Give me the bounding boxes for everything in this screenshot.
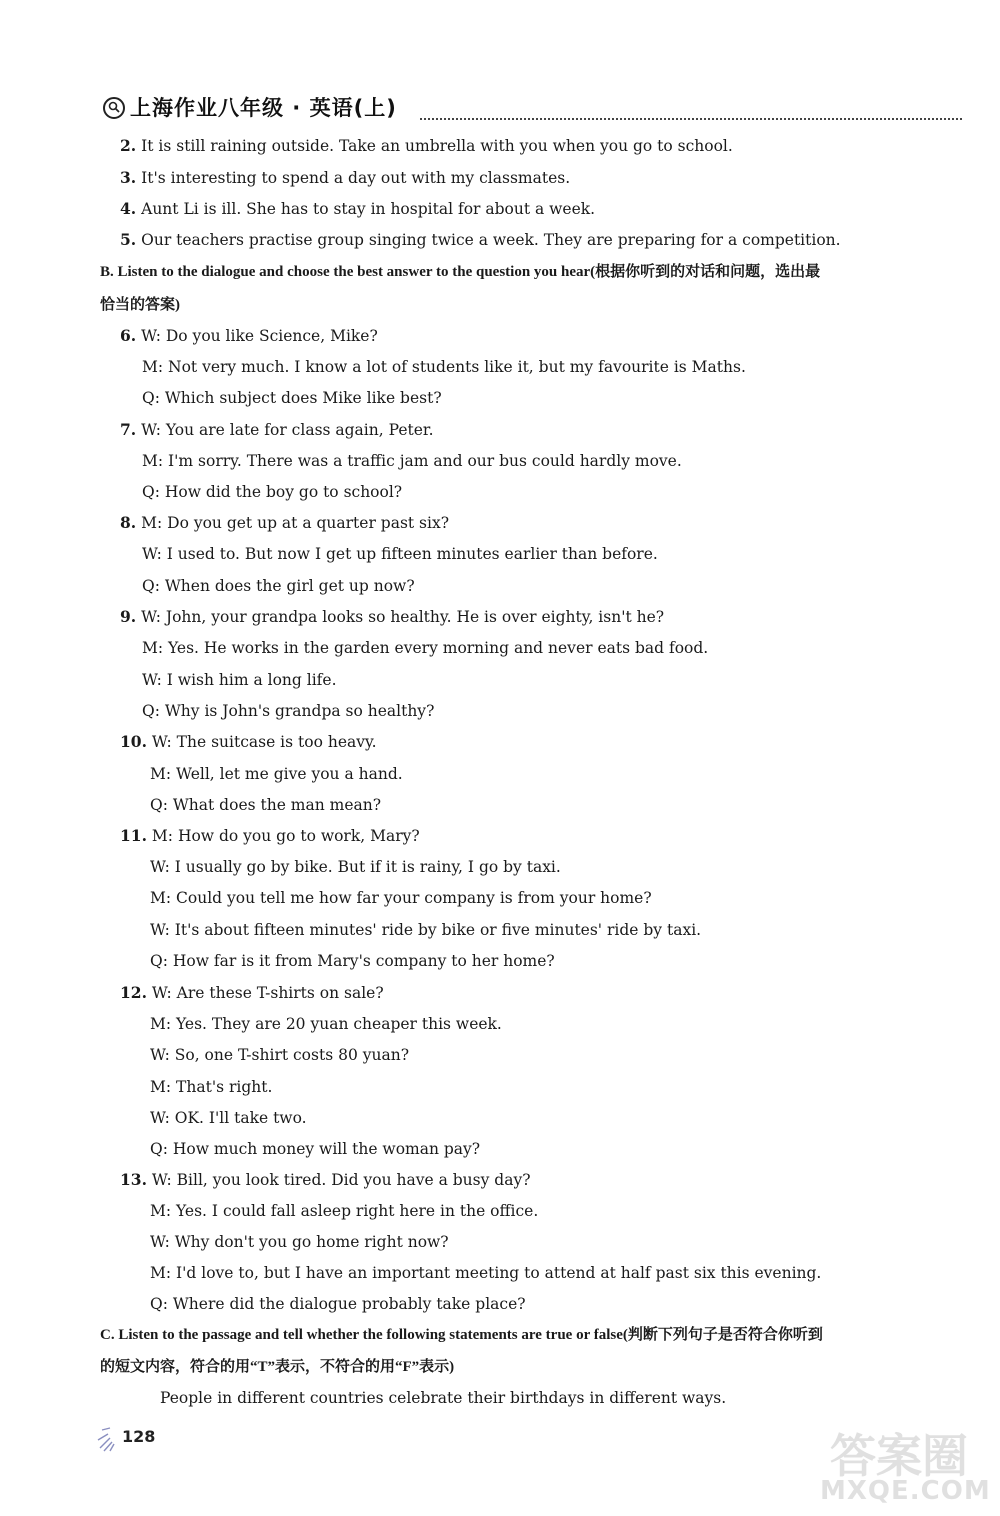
dialogue-question: Q: How did the boy go to school? [142,483,403,501]
dialogue-question: Q: How much money will the woman pay? [150,1140,481,1158]
dialogue-line: M: Yes. He works in the garden every morning and never eats bad food. [142,639,709,657]
dialogue-line: 10. W: The suitcase is too heavy. [120,732,377,751]
list-item: 3. It's interesting to spend a day out with my classmates. [120,168,571,187]
dialogue-line: W: OK. I'll take two. [150,1109,307,1127]
page-header [100,92,962,124]
dialogue-line: M: Could you tell me how far your company is from your home? [150,889,652,907]
dialogue-line: 12. W: Are these T-shirts on sale? [120,983,384,1002]
list-item: 4. Aunt Li is ill. She has to stay in hospital for about a week. [120,199,596,218]
watermark-url: MXQE.COM [820,1476,991,1506]
dialogue-line: 7. W: You are late for class again, Peter. [120,420,434,439]
page-number: 128 [122,1427,156,1446]
list-item: 5. Our teachers practise group singing twice a week. They are preparing for a competition. [120,230,841,249]
dialogue-line: W: So, one T-shirt costs 80 yuan? [150,1046,410,1064]
dialogue-question: Q: Why is John's grandpa so healthy? [142,702,435,720]
dialogue-line: W: Why don't you go home right now? [150,1233,449,1251]
section-c-heading-line1: C. Listen to the passage and tell whether the following statements are true or false(判断下列句子是否符合你听到 [100,1327,823,1343]
dialogue-line: M: That's right. [150,1078,273,1096]
dialogue-line: 8. M: Do you get up at a quarter past six? [120,513,450,532]
section-c-heading-line2: 的短文内容，符合的用“T”表示，不符合的用“F”表示) [100,1359,455,1375]
list-item: 2. It is still raining outside. Take an umbrella with you when you go to school. [120,136,733,155]
dialogue-line: W: It's about fifteen minutes' ride by bike or five minutes' ride by taxi. [150,921,702,939]
dialogue-line: W: I used to. But now I get up fifteen minutes earlier than before. [142,545,658,563]
dialogue-question: Q: How far is it from Mary's company to her home? [150,952,555,970]
dialogue-question: Q: Where did the dialogue probably take place? [150,1295,526,1313]
watermark-logo [800,1420,990,1506]
dialogue-line: M: I'm sorry. There was a traffic jam and our bus could hardly move. [142,452,682,470]
section-b-heading-line2: 恰当的答案) [100,297,180,313]
dialogue-line: M: Yes. They are 20 yuan cheaper this week. [150,1015,502,1033]
dialogue-line: M: I'd love to, but I have an important meeting to attend at half past six this evening. [150,1264,822,1282]
dialogue-question: Q: What does the man mean? [150,796,382,814]
dialogue-line: W: I wish him a long life. [142,671,337,689]
dialogue-line: M: Yes. I could fall asleep right here in the office. [150,1202,539,1220]
dialogue-line: 6. W: Do you like Science, Mike? [120,326,378,345]
dialogue-line: W: I usually go by bike. But if it is rainy, I go by taxi. [150,858,561,876]
dialogue-line: 11. M: How do you go to work, Mary? [120,826,420,845]
dialogue-line: M: Well, let me give you a hand. [150,765,403,783]
watermark-text: 答案圈 [830,1429,968,1483]
section-b-heading-line1: B. Listen to the dialogue and choose the best answer to the question you hear(根据你听到的对话和问题，选出最 [100,264,821,280]
header-divider [420,118,962,120]
dialogue-line: 9. W: John, your grandpa looks so healthy. He is over eighty, isn't he? [120,607,665,626]
page-title: 上海作业八年级 · 英语(上) [130,96,397,120]
dialogue-question: Q: When does the girl get up now? [142,577,415,595]
passage-text: People in different countries celebrate their birthdays in different ways. [160,1389,727,1407]
dialogue-question: Q: Which subject does Mike like best? [142,389,442,407]
dialogue-line: 13. W: Bill, you look tired. Did you have a busy day? [120,1170,531,1189]
dialogue-line: M: Not very much. I know a lot of students like it, but my favourite is Maths. [142,358,746,376]
magnifier-icon [102,96,126,120]
